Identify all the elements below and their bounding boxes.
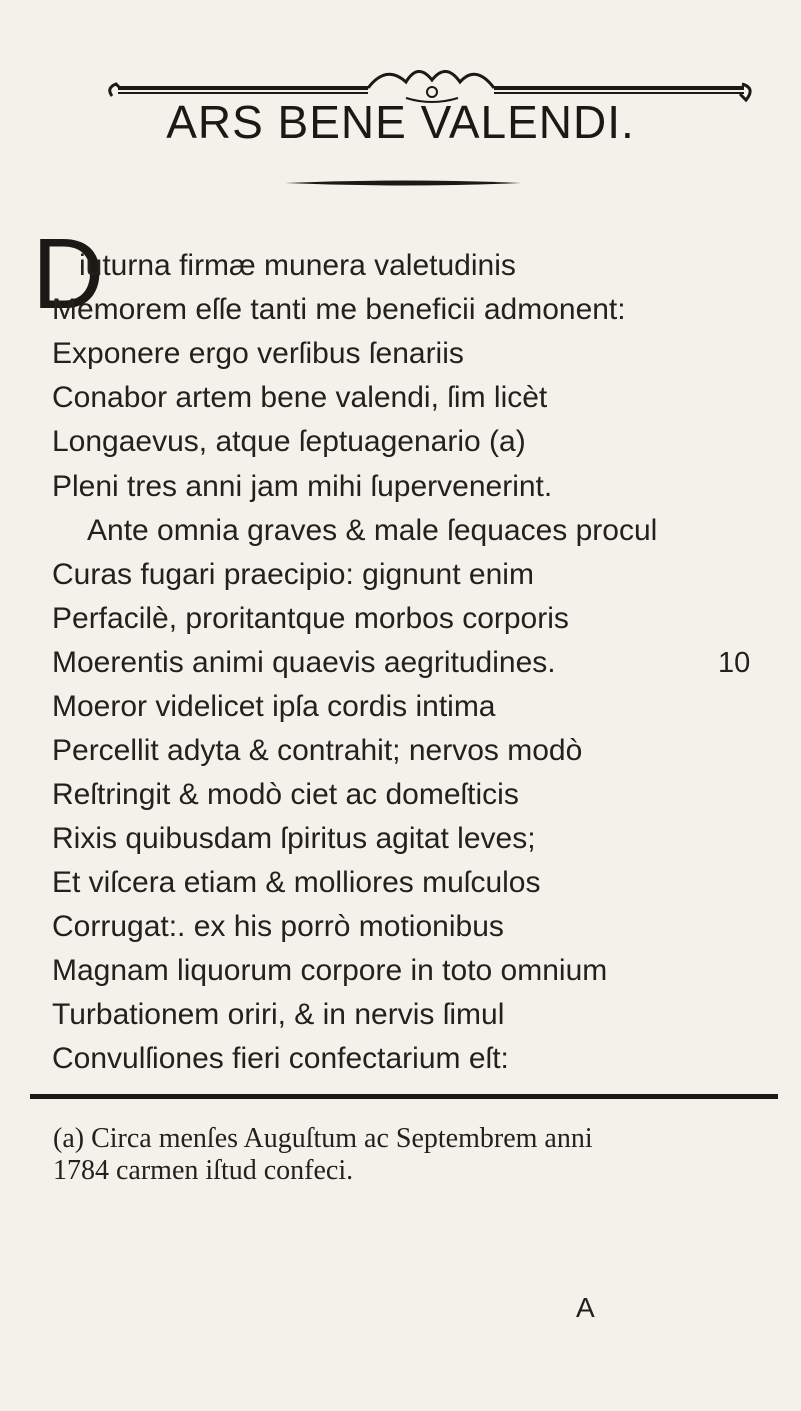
drop-cap: D bbox=[32, 218, 105, 330]
verse-line-17: Magnam liquorum corpore in toto omnium bbox=[52, 954, 608, 987]
page-title: ARS BENE VALENDI. bbox=[166, 96, 635, 148]
verse-line-7: Ante omnia graves & male ſequaces procul bbox=[87, 514, 658, 547]
catchword: A bbox=[576, 1292, 595, 1323]
line-number: 10 bbox=[718, 647, 751, 679]
verse-line-14: Rixis quibusdam ſpiritus agitat leves; bbox=[52, 822, 536, 855]
verse-line-10: Moerentis animi quaevis aegritudines. bbox=[52, 646, 556, 679]
footnote-line-1: (a) Circa menſes Auguſtum ac Septembrem anni bbox=[53, 1123, 593, 1154]
verse-line-1: iuturna firmæ munera valetudinis bbox=[79, 249, 516, 282]
verse-line-15: Et viſcera etiam & molliores muſculos bbox=[52, 866, 541, 899]
verse-line-16: Corrugat:. ex his porrò motionibus bbox=[52, 910, 504, 943]
verse-line-9: Perfacilè, proritantque morbos corporis bbox=[52, 602, 569, 635]
verse-line-4: Conabor artem bene valendi, ſim licèt bbox=[52, 381, 548, 414]
verse-line-8: Curas fugari praecipio: gignunt enim bbox=[52, 558, 534, 591]
footnote-line-2: 1784 carmen iſtud confeci. bbox=[53, 1155, 354, 1186]
verse-line-18: Turbationem oriri, & in nervis ſimul bbox=[52, 998, 505, 1031]
verse-line-2: Memorem eſſe tanti me beneficii admonent: bbox=[52, 293, 626, 326]
verse-line-3: Exponere ergo verſibus ſenariis bbox=[52, 337, 464, 370]
footnote-rule bbox=[30, 1093, 778, 1101]
verse-line-5: Longaevus, atque ſeptuagenario (a) bbox=[52, 425, 526, 458]
verse-line-19: Convulſiones fieri confectarium eſt: bbox=[52, 1042, 509, 1075]
verse-line-13: Reſtringit & modò ciet ac domeſticis bbox=[52, 778, 519, 811]
verse-line-6: Pleni tres anni jam mihi ſupervenerint. bbox=[52, 470, 553, 503]
verse-line-11: Moeror videlicet ipſa cordis intima bbox=[52, 690, 496, 723]
title-rule bbox=[285, 178, 521, 188]
verse-line-12: Percellit adyta & contrahit; nervos modò bbox=[52, 734, 583, 767]
